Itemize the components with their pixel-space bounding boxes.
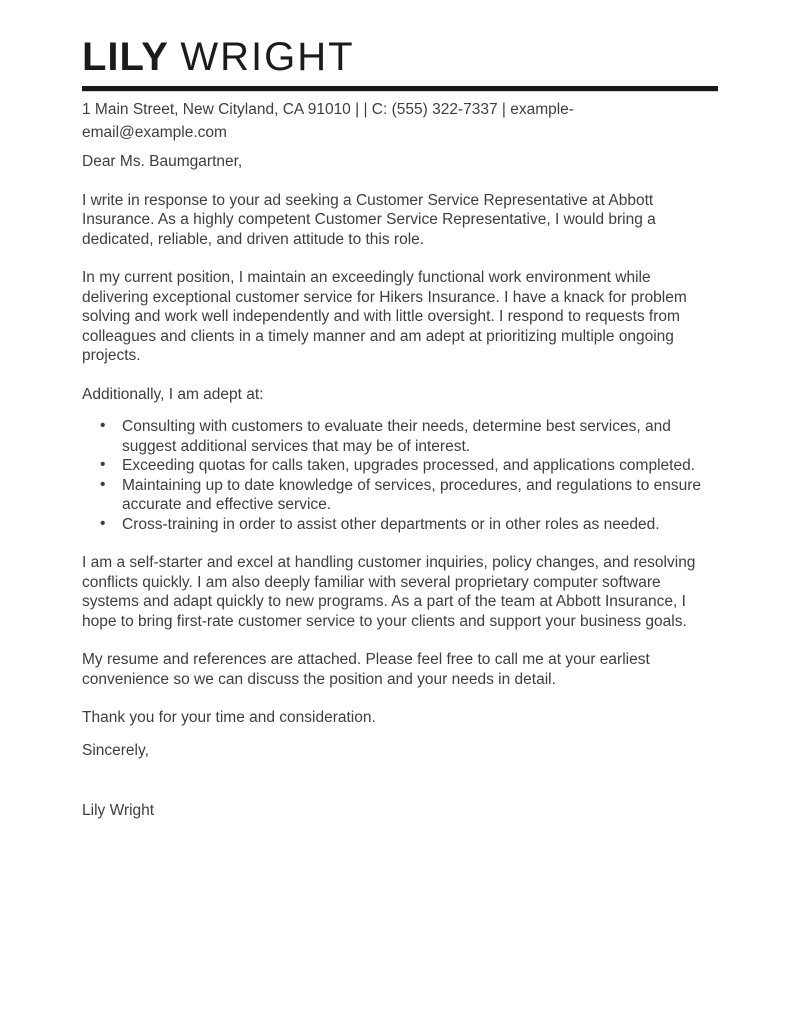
signature-name: Lily Wright — [82, 802, 155, 819]
skills-list — [82, 417, 718, 534]
candidate-first-name: LILY — [82, 35, 169, 79]
paragraph-resume-attached: My resume and references are attached. Please feel free to call me at your earliest convenience so we can discuss the position and your needs in detail. — [82, 651, 650, 688]
skill-item: • Cross-training in order to assist other departments or in other roles as needed. — [100, 515, 718, 535]
letter-body — [82, 152, 718, 821]
skill-item: • Exceeding quotas for calls taken, upgrades processed, and applications completed. — [100, 456, 718, 476]
header-rule — [82, 86, 718, 92]
candidate-name — [82, 36, 718, 78]
signoff: Sincerely, — [82, 741, 149, 759]
paragraph-self-starter: I am a self-starter and excel at handling customer inquiries, policy changes, and resolving conflicts quickly. I am also deeply familiar with several proprietary computer software systems and adapt quickly to new programs. As a part of the team at Abbott Insurance, I hope to bring first-rate customer service to your clients and support your business goals. — [82, 554, 696, 630]
skill-item: • Maintaining up to date knowledge of services, procedures, and regulations to ensure accurate and effective service. — [100, 476, 718, 515]
thanks-line: Thank you for your time and consideration. — [82, 709, 376, 726]
salutation: Dear Ms. Baumgartner, — [82, 153, 243, 170]
skill-item: • Consulting with customers to evaluate their needs, determine best services, and suggest additional services that may be of interest. — [100, 417, 718, 456]
paragraph-skills-intro: Additionally, I am adept at: — [82, 385, 264, 403]
letter-header — [82, 36, 718, 144]
contact-info: 1 Main Street, New Cityland, CA 91010 | | C: (555) 322-7337 | example-email@example.com — [82, 101, 574, 141]
candidate-last-name: WRIGHT — [180, 35, 355, 79]
paragraph-current-position: In my current position, I maintain an exceedingly functional work environment while delivering exceptional customer service for Hikers Insurance. I have a knack for problem solving and work well independently and with little oversight. I respond to requests from colleagues and clients in a timely manner and am adept at prioritizing multiple ongoing projects. — [82, 269, 687, 364]
paragraph-intro: I write in response to your ad seeking a Customer Service Representative at Abbott Insurance. As a highly competent Customer Service Representative, I would bring a dedicated, reliable, and driven attitude to this role. — [82, 191, 656, 248]
